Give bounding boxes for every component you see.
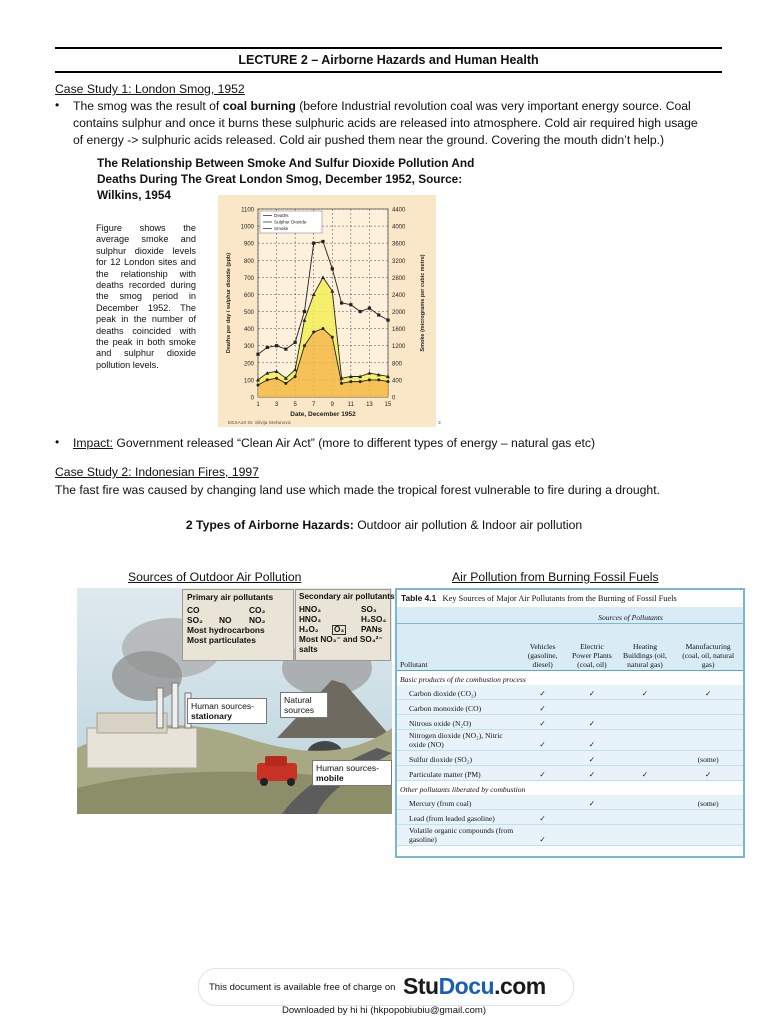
y-right-tick-label: 0 — [392, 395, 396, 402]
source-cell — [617, 715, 674, 730]
source-cell — [567, 700, 616, 715]
mobile-label — [312, 760, 392, 786]
section-label: Basic products of the combustion process — [397, 671, 743, 686]
bullet-dot: • — [55, 435, 60, 449]
data-point — [340, 301, 343, 304]
data-point — [256, 353, 259, 356]
table-row — [397, 700, 743, 715]
table-body — [397, 671, 743, 846]
x-tick-label: 5 — [293, 402, 297, 408]
brand-stu: Stu — [403, 973, 439, 999]
smog-chart — [218, 195, 441, 427]
source-cell: ✓ — [567, 766, 616, 781]
y-left-tick-label: 0 — [250, 395, 254, 402]
column-header: Heating Buildings (oil, natural gas) — [617, 624, 674, 671]
case1-bullet-rest: (before Industrial revolution coal was very important energy source. Coal — [295, 99, 691, 113]
data-point — [387, 380, 390, 383]
column-header: Electric Power Plants (coal, oil) — [567, 624, 616, 671]
studocu-logo[interactable] — [403, 973, 546, 1000]
source-cell: ✓ — [673, 685, 743, 700]
source-cell — [617, 700, 674, 715]
data-point — [275, 377, 278, 380]
page-title: LECTURE 2 – Airborne Hazards and Human Health — [238, 53, 539, 67]
y-right-tick-label: 800 — [392, 361, 403, 368]
primary-item: CO — [187, 605, 200, 615]
secondary-item: O₃ — [334, 625, 345, 634]
table-caption-num: Table 4.1 — [401, 593, 437, 603]
source-cell: ✓ — [617, 685, 674, 700]
fossil-fuel-table — [397, 607, 743, 846]
types-line — [0, 517, 768, 534]
x-axis-label: Date, December 1952 — [290, 411, 356, 418]
section-row — [397, 781, 743, 796]
impact-text: Government released “Clean Air Act” (more to different types of energy – natural gas etc) — [112, 436, 596, 450]
pollutant-cell: Carbon monoxide (CO) — [397, 700, 518, 715]
secondary-title: Secondary air pollutants — [299, 592, 395, 601]
column-header: Pollutant — [397, 624, 518, 671]
secondary-item: SO₃ — [361, 605, 377, 614]
y-left-tick-label: 500 — [243, 310, 254, 317]
source-cell: ✓ — [518, 766, 567, 781]
y-left-tick-label: 100 — [243, 378, 254, 385]
blank-header-cell — [397, 607, 518, 624]
source-cell: ✓ — [673, 766, 743, 781]
data-point — [257, 384, 260, 387]
secondary-item: H₂O₂ — [299, 625, 319, 634]
data-point — [331, 336, 334, 339]
source-cell — [617, 825, 674, 846]
source-cell: ✓ — [567, 730, 616, 751]
data-point — [322, 327, 325, 330]
source-cell: ✓ — [567, 795, 616, 810]
figure-title-line2: Deaths During The Great London Smog, December 1952, Source: — [97, 172, 463, 186]
data-point — [340, 382, 343, 385]
legend-label: Deaths — [274, 213, 289, 218]
case1-bullet-bold: coal burning — [222, 99, 296, 113]
secondary-item: PANs — [361, 625, 383, 634]
data-point — [294, 375, 297, 378]
footer-banner[interactable] — [198, 968, 574, 1006]
table-row — [397, 810, 743, 825]
x-tick-label: 1 — [256, 402, 260, 408]
primary-item: Most particulates — [187, 635, 256, 645]
source-cell — [567, 810, 616, 825]
pollutant-cell: Lead (from leaded gasoline) — [397, 810, 518, 825]
y-right-tick-label: 1600 — [392, 327, 406, 334]
table-row — [397, 715, 743, 730]
y-right-axis-label: Smoke (micrograms per cubic metre) — [420, 254, 426, 352]
source-cell: ✓ — [518, 685, 567, 700]
source-cell: ✓ — [617, 766, 674, 781]
y-left-tick-label: 600 — [243, 292, 254, 299]
figure-title-line3: Wilkins, 1954 — [97, 188, 171, 202]
primary-item: Most hydrocarbons — [187, 625, 265, 635]
data-point — [294, 341, 297, 344]
source-cell: ✓ — [518, 810, 567, 825]
data-point — [368, 307, 371, 310]
y-right-tick-label: 3200 — [392, 258, 406, 265]
y-left-tick-label: 400 — [243, 327, 254, 334]
impact-label: Impact: — [73, 436, 113, 450]
data-point — [321, 240, 324, 243]
types-bold: 2 Types of Airborne Hazards: — [185, 518, 354, 532]
data-point — [266, 378, 269, 381]
source-cell — [673, 700, 743, 715]
table-row — [397, 730, 743, 751]
natural-label-line1: Natural — [284, 695, 312, 705]
source-cell: ✓ — [518, 715, 567, 730]
data-point — [359, 380, 362, 383]
table-row — [397, 795, 743, 810]
top-rule — [55, 47, 722, 49]
stationary-label-line1: Human sources- — [191, 701, 255, 711]
table-row — [397, 685, 743, 700]
source-cell — [617, 795, 674, 810]
x-tick-label: 9 — [330, 402, 334, 408]
mobile-label-line1: Human sources- — [316, 763, 380, 773]
y-right-tick-label: 4400 — [392, 207, 406, 214]
y-left-tick-label: 300 — [243, 344, 254, 351]
outdoor-diagram — [77, 588, 395, 814]
types-text: Outdoor air pollution & Indoor air pollution — [353, 518, 583, 532]
fossil-heading: Air Pollution from Burning Fossil Fuels — [452, 570, 659, 584]
secondary-item: salts — [299, 645, 318, 654]
data-point — [312, 331, 315, 334]
slide-number: 3 — [438, 421, 441, 426]
data-point — [331, 267, 334, 270]
impact-line — [73, 435, 595, 452]
data-point — [386, 318, 389, 321]
data-point — [377, 313, 380, 316]
x-tick-label: 15 — [384, 402, 392, 408]
data-point — [312, 242, 315, 245]
data-point — [303, 310, 306, 313]
pollutant-cell: Volatile organic compounds (from gasoline) — [397, 825, 518, 846]
column-header: Manufacturing (coal, oil, natural gas) — [673, 624, 743, 671]
pollutant-cell: Nitrogen dioxide (NO₂), Nitric oxide (NO) — [397, 730, 518, 751]
figure-title-line1: The Relationship Between Smoke And Sulfur Dioxide Pollution And — [97, 156, 475, 170]
pollutant-cell: Nitrous oxide (N₂O) — [397, 715, 518, 730]
primary-item: NO₂ — [249, 615, 266, 625]
table-caption-text: Key Sources of Major Air Pollutants from the Burning of Fossil Fuels — [442, 594, 677, 603]
y-left-tick-label: 900 — [243, 241, 254, 248]
data-point — [377, 378, 380, 381]
x-tick-label: 3 — [274, 402, 279, 408]
figure-credit: EESA10 Dr. Silvija Stefanovic — [228, 421, 292, 426]
footer-available-text: This document is available free of charge on — [209, 982, 396, 993]
data-point — [284, 382, 287, 385]
source-cell: ✓ — [567, 751, 616, 766]
source-cell — [673, 715, 743, 730]
source-cell: (some) — [673, 795, 743, 810]
table-row — [397, 825, 743, 846]
secondary-item: H₂SO₄ — [361, 615, 387, 624]
source-cell: ✓ — [518, 825, 567, 846]
x-tick-label: 11 — [347, 402, 354, 408]
figure-caption: Figure shows the average smoke and sulphur dioxide levels for 12 London sites and the relationship with deaths recorded during the smog period in December 1952. The peak in the number of deaths coincided with the peak in both smoke and sulphur dioxide pollution levels. — [96, 223, 196, 370]
primary-pollutants-box — [182, 589, 294, 661]
source-cell — [617, 751, 674, 766]
y-right-tick-label: 2000 — [392, 310, 406, 317]
stationary-label-line2: stationary — [191, 711, 233, 721]
data-point — [368, 378, 371, 381]
column-header: Vehicles (gasoline, diesel) — [518, 624, 567, 671]
bullet-dot: • — [55, 98, 60, 112]
case2-heading: Case Study 2: Indonesian Fires, 1997 — [55, 465, 259, 479]
legend-label: Sulphur Dioxide — [274, 219, 307, 225]
source-cell — [518, 795, 567, 810]
pollutant-cell: Sulfur dioxide (SO₂) — [397, 751, 518, 766]
data-point — [349, 303, 352, 306]
title-rule — [55, 71, 722, 73]
smog-chart-svg — [218, 195, 441, 427]
y-right-tick-label: 4000 — [392, 224, 406, 231]
group-header: Sources of Pollutants — [518, 607, 743, 624]
section-label: Other pollutants liberated by combustion — [397, 781, 743, 796]
y-left-tick-label: 800 — [243, 258, 254, 265]
source-cell: ✓ — [567, 685, 616, 700]
data-point — [359, 310, 362, 313]
y-left-tick-label: 1100 — [241, 207, 254, 214]
data-point — [303, 344, 306, 347]
y-right-tick-label: 2800 — [392, 275, 406, 282]
table-caption — [397, 590, 743, 607]
source-cell — [567, 825, 616, 846]
data-point — [266, 346, 269, 349]
case1-bullet-line2: contains sulphur and once it burns these sulphuric acids are released into atmosphere. Cold air required high usage — [73, 116, 698, 130]
primary-item: CO₂ — [249, 605, 266, 615]
y-left-axis-label: Deaths per day / sulphur dioxide (ppb) — [226, 252, 232, 354]
y-right-tick-label: 400 — [392, 378, 403, 385]
source-cell: ✓ — [518, 730, 567, 751]
y-left-tick-label: 1000 — [240, 224, 254, 231]
secondary-pollutants-box — [295, 589, 395, 661]
y-right-tick-label: 2400 — [392, 292, 406, 299]
secondary-item: HNO₃ — [299, 615, 321, 624]
section-row — [397, 671, 743, 686]
source-cell: ✓ — [518, 700, 567, 715]
case2-text: The fast fire was caused by changing land use which made the tropical forest vulnerable to fire during a drought. — [55, 483, 660, 497]
table-row — [397, 751, 743, 766]
y-right-tick-label: 1200 — [392, 344, 406, 351]
x-tick-label: 7 — [312, 402, 316, 408]
pollutant-cell: Particulate matter (PM) — [397, 766, 518, 781]
table-row — [397, 766, 743, 781]
stationary-label — [187, 698, 267, 724]
data-point — [349, 380, 352, 383]
primary-item: SO₂ — [187, 615, 203, 625]
y-left-tick-label: 200 — [243, 361, 254, 368]
secondary-item: Most NO₃⁻ and SO₄²⁻ — [299, 635, 383, 644]
natural-label — [280, 692, 328, 718]
x-tick-label: 13 — [366, 402, 373, 408]
natural-label-line2: sources — [284, 705, 315, 715]
source-cell — [673, 825, 743, 846]
case1-heading: Case Study 1: London Smog, 1952 — [55, 82, 245, 96]
y-right-tick-label: 3600 — [392, 241, 406, 248]
pollutant-cell: Mercury (from coal) — [397, 795, 518, 810]
case1-bullet — [73, 98, 733, 149]
downloaded-by: Downloaded by hi hi (hkpopobiubiu@gmail.com) — [282, 1005, 486, 1016]
source-cell — [673, 810, 743, 825]
source-cell — [617, 730, 674, 751]
y-left-tick-label: 700 — [243, 275, 254, 282]
outdoor-heading: Sources of Outdoor Air Pollution — [128, 570, 302, 584]
brand-com: .com — [494, 973, 546, 999]
source-cell — [673, 730, 743, 751]
source-cell: (some) — [673, 751, 743, 766]
case1-bullet-pre: The smog was the result of — [73, 99, 223, 113]
data-point — [284, 348, 287, 351]
mobile-label-line2: mobile — [316, 773, 344, 783]
source-cell — [518, 751, 567, 766]
case1-bullet-line3: of energy -> sulphuric acids released. Cold air pushed them near the ground. Covering the mouth didn’t help.) — [73, 133, 665, 147]
primary-item: NO — [219, 615, 232, 625]
primary-title: Primary air pollutants — [187, 592, 274, 602]
source-cell: ✓ — [567, 715, 616, 730]
data-point — [275, 344, 278, 347]
legend-label: Smoke — [274, 226, 289, 231]
brand-docu: Docu — [438, 973, 495, 999]
secondary-item: HNO₃ — [299, 605, 321, 614]
pollutant-cell: Carbon dioxide (CO₂) — [397, 685, 518, 700]
source-cell — [617, 810, 674, 825]
fossil-fuel-table-card — [395, 588, 745, 858]
